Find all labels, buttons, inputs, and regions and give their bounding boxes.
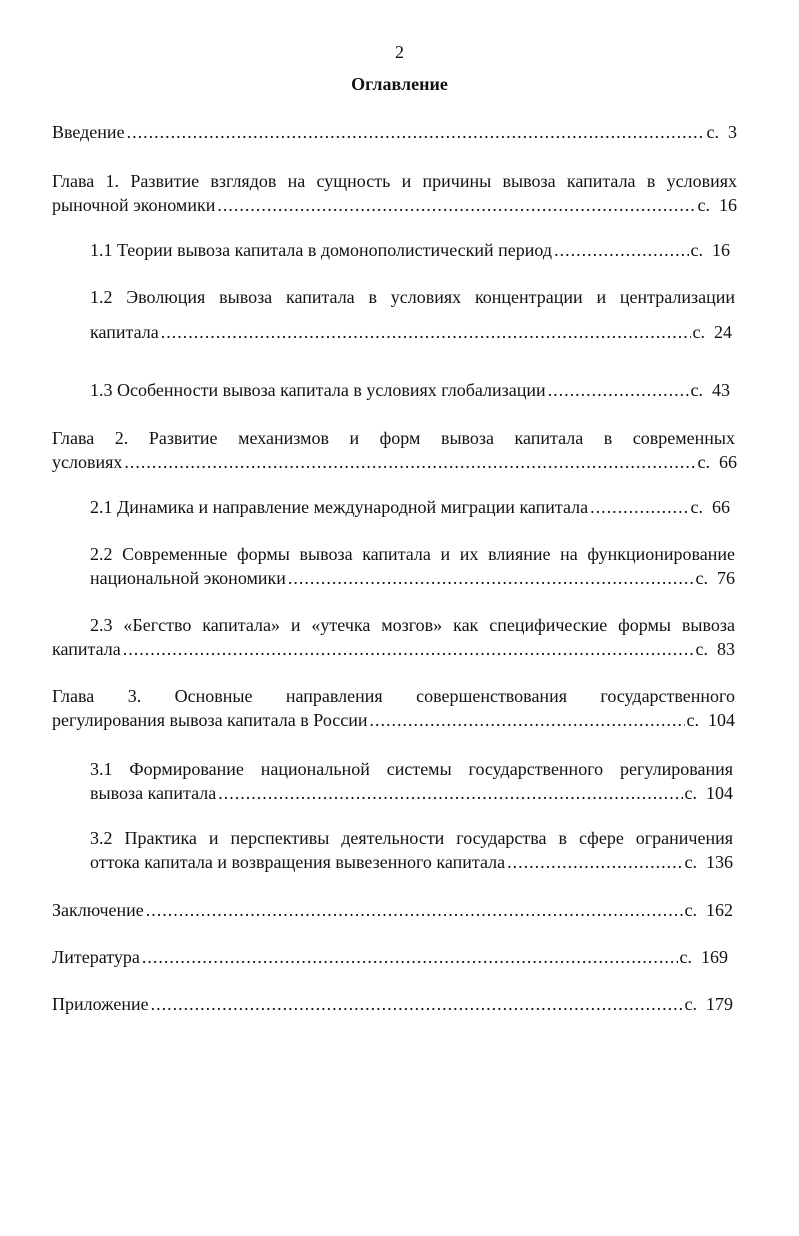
toc-page-ref: с. 83 bbox=[695, 639, 735, 659]
toc-entry-text: Приложение bbox=[52, 994, 149, 1014]
toc-entry-1-3 bbox=[90, 378, 730, 402]
toc-page-ref: с. 76 bbox=[695, 568, 735, 588]
toc-entry-ch1-line1: Глава 1. Развитие взглядов на сущность и причины вывоза капитала в условиях bbox=[52, 171, 737, 191]
leader-dots bbox=[548, 378, 689, 402]
toc-entry-intro bbox=[52, 120, 737, 144]
leader-dots bbox=[370, 708, 685, 732]
toc-entry-1-1 bbox=[90, 238, 730, 262]
toc-entry-text: капитала bbox=[52, 639, 121, 659]
leader-dots bbox=[127, 120, 705, 144]
toc-entry-text: регулирования вывоза капитала в России bbox=[52, 710, 368, 730]
page-title: Оглавление bbox=[351, 74, 448, 94]
toc-page-ref: с. 66 bbox=[697, 452, 737, 472]
leader-dots bbox=[590, 495, 688, 519]
toc-page-ref: с. 104 bbox=[684, 783, 733, 803]
toc-entry-1-2-line1: 1.2 Эволюция вывоза капитала в условиях концентрации и централизации bbox=[90, 287, 735, 307]
toc-entry-text: Введение bbox=[52, 122, 125, 142]
toc-entry-3-2 bbox=[90, 850, 733, 874]
toc-entry-text: оттока капитала и возвращения вывезенного капитала bbox=[90, 852, 506, 872]
leader-dots bbox=[123, 637, 694, 661]
toc-page-ref: с. 162 bbox=[684, 900, 733, 920]
toc-entry-text: условиях bbox=[52, 452, 123, 472]
toc-entry-text: 2.1 Динамика и направление международной миграции капитала bbox=[90, 497, 589, 517]
toc-entry-3-1 bbox=[90, 781, 733, 805]
toc-entry-text: Заключение bbox=[52, 900, 144, 920]
toc-entry-text: Литература bbox=[52, 947, 140, 967]
leader-dots bbox=[288, 566, 694, 590]
toc-entry-ch3-line1: Глава 3. Основные направления совершенствования государственного bbox=[52, 686, 735, 706]
toc-entry-2-2-line1: 2.2 Современные формы вывоза капитала и их влияние на функционирование bbox=[90, 544, 735, 564]
leader-dots bbox=[161, 320, 691, 344]
toc-entry-text: капитала bbox=[90, 322, 159, 342]
toc-entry-conclusion bbox=[52, 898, 733, 922]
toc-entry-ch2-line1: Глава 2. Развитие механизмов и форм вывоза капитала в современных bbox=[52, 428, 735, 448]
leader-dots bbox=[124, 450, 695, 474]
leader-dots bbox=[507, 850, 682, 874]
toc-entry-text: 1.3 Особенности вывоза капитала в условиях глобализации bbox=[90, 380, 546, 400]
toc-page-ref: с. 169 bbox=[679, 947, 728, 967]
toc-entry-text: 1.1 Теории вывоза капитала в домонополистический период bbox=[90, 240, 553, 260]
toc-page-ref: с. 104 bbox=[686, 710, 735, 730]
toc-entry-1-2 bbox=[90, 320, 732, 344]
leader-dots bbox=[142, 945, 678, 969]
toc-entry-2-1 bbox=[90, 495, 730, 519]
toc-entry-3-1-line1: 3.1 Формирование национальной системы государственного регулирования bbox=[90, 759, 733, 779]
toc-page-ref: с. 16 bbox=[697, 195, 737, 215]
leader-dots bbox=[217, 193, 695, 217]
toc-entry-literature bbox=[52, 945, 728, 969]
toc-entry-ch2 bbox=[52, 450, 737, 474]
leader-dots bbox=[554, 238, 688, 262]
toc-page-ref: с. 136 bbox=[684, 852, 733, 872]
toc-page-ref: с. 66 bbox=[690, 497, 730, 517]
toc-entry-text: вывоза капитала bbox=[90, 783, 217, 803]
toc-page-ref: с. 24 bbox=[692, 322, 732, 342]
toc-entry-3-2-line1: 3.2 Практика и перспективы деятельности государства в сфере ограничения bbox=[90, 828, 733, 848]
toc-entry-2-2 bbox=[90, 566, 735, 590]
toc-entry-text: национальной экономики bbox=[90, 568, 286, 588]
toc-page-ref: с. 43 bbox=[690, 380, 730, 400]
toc-page-ref: с. 3 bbox=[706, 122, 737, 142]
toc-entry-appendix bbox=[52, 992, 733, 1016]
toc-entry-2-3 bbox=[52, 637, 735, 661]
page-number: 2 bbox=[395, 42, 404, 62]
leader-dots bbox=[151, 992, 683, 1016]
leader-dots bbox=[218, 781, 682, 805]
toc-entry-text: рыночной экономики bbox=[52, 195, 216, 215]
toc-entry-2-3-line1: 2.3 «Бегство капитала» и «утечка мозгов» как специфические формы вывоза bbox=[90, 615, 735, 635]
toc-entry-ch1 bbox=[52, 193, 737, 217]
toc-entry-ch3 bbox=[52, 708, 735, 732]
toc-page-ref: с. 16 bbox=[690, 240, 730, 260]
leader-dots bbox=[146, 898, 683, 922]
toc-page-ref: с. 179 bbox=[684, 994, 733, 1014]
